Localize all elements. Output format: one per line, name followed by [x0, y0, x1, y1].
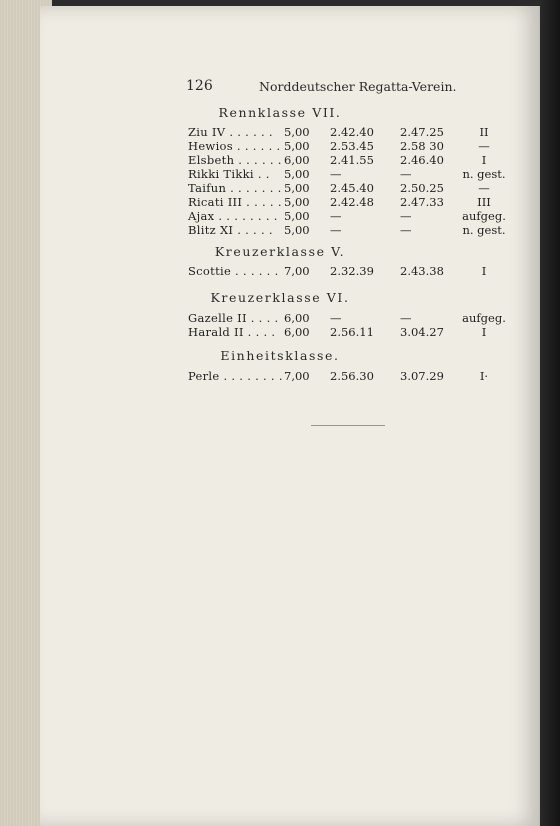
result: II — [479, 125, 489, 139]
page-number: 126 — [186, 78, 213, 94]
page-gutter-shadow — [538, 0, 560, 826]
value-2: 2.45.40 — [330, 181, 374, 195]
value-2: 2.42.40 — [330, 125, 374, 139]
value-3: 2.47.25 — [400, 125, 444, 139]
value-2: — — [330, 209, 342, 223]
page-header — [186, 78, 506, 98]
result: — — [478, 181, 490, 195]
result: I· — [479, 369, 489, 383]
boat-name: Harald II . . . . — [188, 325, 276, 339]
value-3: — — [400, 209, 412, 223]
value-3: 2.58 30 — [400, 139, 444, 153]
table-row — [0, 264, 560, 278]
value-3: 3.04.27 — [400, 325, 444, 339]
boat-name: Ajax . . . . . . . . — [188, 209, 278, 223]
value-3: 2.47.33 — [400, 195, 444, 209]
value-2: 2.53.45 — [330, 139, 374, 153]
boat-name: Rikki Tikki . . — [188, 167, 270, 181]
value-3: 2.43.38 — [400, 264, 444, 278]
value-1: 6,00 — [284, 311, 310, 325]
table-row — [0, 167, 560, 181]
boat-name: Gazelle II . . . . — [188, 311, 279, 325]
value-2: 2.56.11 — [330, 325, 374, 339]
table-row — [0, 325, 560, 339]
section-title: Einheitsklasse. — [220, 348, 340, 363]
value-2: — — [330, 311, 342, 325]
value-1: 5,00 — [284, 195, 310, 209]
boat-name: Scottie . . . . . . — [188, 264, 279, 278]
table-row — [0, 311, 560, 325]
value-2: 2.32.39 — [330, 264, 374, 278]
table-row — [0, 369, 560, 383]
value-3: — — [400, 223, 412, 237]
value-3: — — [400, 167, 412, 181]
boat-name: Ziu IV . . . . . . — [188, 125, 273, 139]
table-row — [0, 195, 560, 209]
result: I — [481, 264, 487, 278]
value-1: 6,00 — [284, 325, 310, 339]
value-3: — — [400, 311, 412, 325]
boat-name: Perle . . . . . . . . — [188, 369, 283, 383]
table-row — [0, 153, 560, 167]
value-1: 5,00 — [284, 181, 310, 195]
result: aufgeg. — [462, 311, 506, 325]
running-head: Norddeutscher Regatta-Verein. — [259, 79, 457, 94]
value-2: — — [330, 223, 342, 237]
value-3: 3.07.29 — [400, 369, 444, 383]
value-1: 5,00 — [284, 223, 310, 237]
value-2: — — [330, 167, 342, 181]
value-3: 2.46.40 — [400, 153, 444, 167]
value-3: 2.50.25 — [400, 181, 444, 195]
value-1: 7,00 — [284, 264, 310, 278]
section-title: Rennklasse VII. — [218, 105, 342, 120]
result: III — [477, 195, 491, 209]
value-1: 5,00 — [284, 139, 310, 153]
section-title: Kreuzerklasse V. — [214, 244, 346, 259]
boat-name: Taifun . . . . . . . — [188, 181, 282, 195]
section-end-rule — [311, 425, 385, 426]
table-row — [0, 209, 560, 223]
table-row — [0, 125, 560, 139]
result: I — [481, 153, 487, 167]
table-row — [0, 139, 560, 153]
result: n. gest. — [462, 167, 506, 181]
section-title: Kreuzerklasse VI. — [210, 290, 350, 305]
result: aufgeg. — [462, 209, 506, 223]
table-row — [0, 223, 560, 237]
table-row — [0, 181, 560, 195]
value-2: 2.41.55 — [330, 153, 374, 167]
boat-name: Blitz XI . . . . . — [188, 223, 273, 237]
value-1: 6,00 — [284, 153, 310, 167]
boat-name: Ricati III . . . . . — [188, 195, 282, 209]
value-1: 5,00 — [284, 125, 310, 139]
value-1: 5,00 — [284, 209, 310, 223]
boat-name: Hewios . . . . . . — [188, 139, 281, 153]
value-1: 7,00 — [284, 369, 310, 383]
value-2: 2.56.30 — [330, 369, 374, 383]
value-2: 2.42.48 — [330, 195, 374, 209]
result: — — [478, 139, 490, 153]
result: I — [481, 325, 487, 339]
value-1: 5,00 — [284, 167, 310, 181]
boat-name: Elsbeth . . . . . . — [188, 153, 282, 167]
result: n. gest. — [462, 223, 506, 237]
